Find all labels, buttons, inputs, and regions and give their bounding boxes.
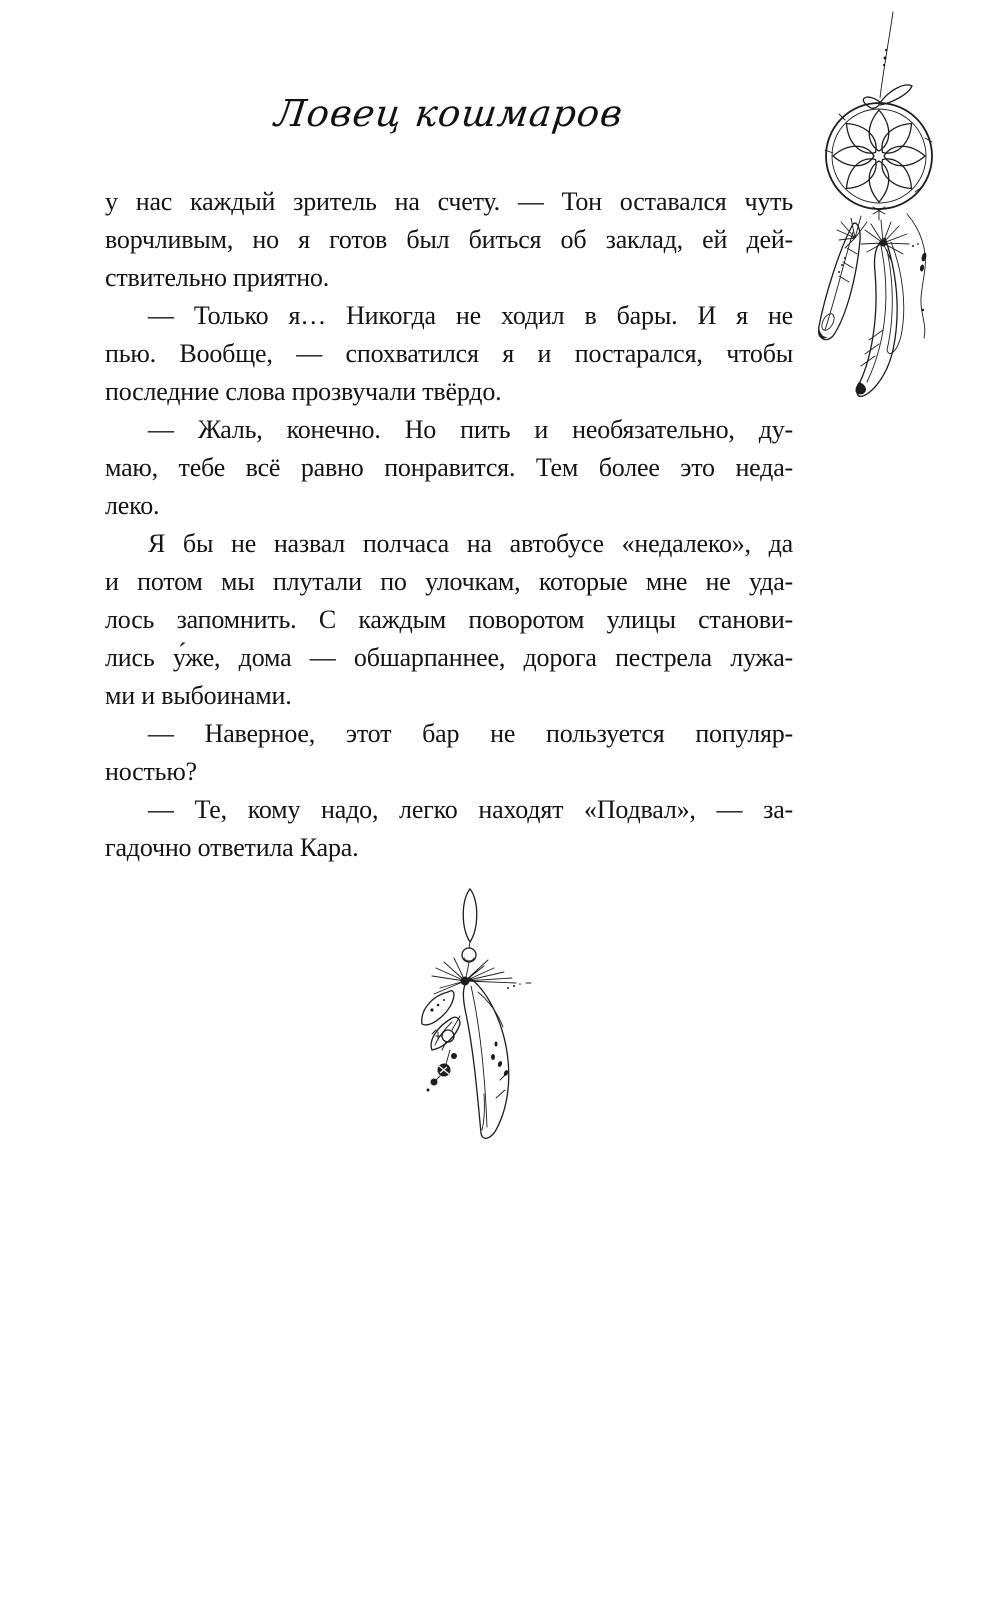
text-line: ствительно приятно. [105, 263, 330, 292]
text-line: гадочно ответила Кара. [105, 833, 359, 862]
text-line: ми и выбоинами. [105, 681, 292, 710]
text-line: последние слова прозвучали твёрдо. [105, 377, 502, 406]
dreamcatcher-web [833, 110, 925, 202]
feather-loop [462, 889, 477, 977]
text-line: у нас каждый зритель на счету. — Тон оставался чуть [105, 187, 793, 216]
text-line: — Наверное, этот бар не пользуется популяр- [148, 719, 793, 748]
paragraph [105, 791, 793, 867]
text-line: пью. Вообще, — спохватился я и постарался, чтобы [105, 339, 793, 368]
dreamcatcher-illustration [795, 10, 965, 400]
dreamcatcher-ring [825, 103, 932, 209]
paragraph [105, 297, 793, 411]
text-line: маю, тебе всё равно понравится. Тем более это неда- [105, 453, 793, 482]
dreamcatcher-feathers [818, 207, 927, 396]
paragraph [105, 525, 793, 715]
text-line: лись у́же, дома — обшарпаннее, дорога пестрела лужа- [105, 643, 793, 672]
text-line: Я бы не назвал полчаса на автобусе «недалеко», да [148, 529, 793, 558]
feather-side-leaves [422, 991, 460, 1050]
feather-illustration [392, 884, 552, 1144]
paragraph [105, 411, 793, 525]
feather-main [463, 978, 509, 1138]
text-line: — Жаль, конечно. Но пить и необязательно, ду- [148, 415, 793, 444]
body-text [105, 183, 793, 867]
text-line: и потом мы плутали по улочкам, которые мне не уда- [105, 567, 793, 596]
feather-bead-string [427, 1016, 461, 1092]
text-line: лось запомнить. С каждым поворотом улицы станови- [105, 605, 793, 634]
text-line: ворчливым, но я готов был биться об заклад, ей дей- [105, 225, 793, 254]
text-line: леко. [105, 491, 160, 520]
running-title: Ловец кошмаров [272, 92, 626, 135]
text-line: — Те, кому надо, легко находят «Подвал», — за- [148, 795, 793, 824]
dreamcatcher-cord [863, 12, 912, 108]
text-line: ностью? [105, 757, 197, 786]
text-line: — Только я… Никогда не ходил в бары. И я не [148, 301, 793, 330]
paragraph [105, 183, 793, 297]
paragraph [105, 715, 793, 791]
